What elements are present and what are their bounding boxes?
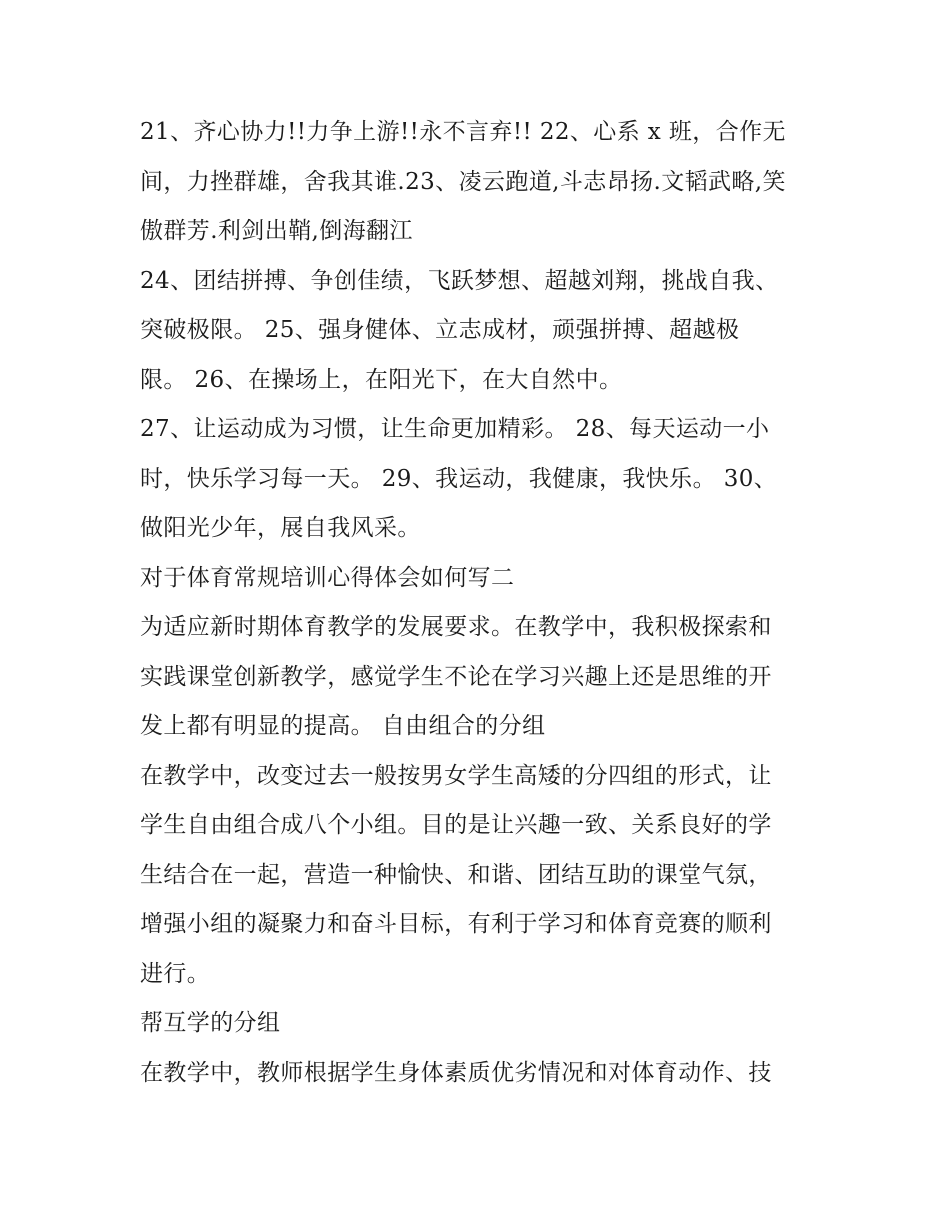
text-line: 实践课堂创新教学，感觉学生不论在学习兴趣上还是思维的开 (140, 663, 772, 690)
text-line: 进行。 (140, 960, 211, 987)
text-line: 增强小组的凝聚力和奋斗目标，有利于学习和体育竞赛的顺利 (140, 911, 772, 937)
text-line: 在教学中，教师根据学生身体素质优劣情况和对体育动作、技 (140, 1059, 772, 1086)
text-line: 间，力挫群雄，舍我其谁.23、凌云跑道,斗志昂扬.文韬武略,笑 (140, 168, 786, 195)
slogans-21-23 (140, 108, 820, 257)
free-grouping-paragraph (140, 752, 820, 1000)
text-line: 发上都有明显的提高。 自由组合的分组 (140, 713, 546, 739)
text-line: 傲群芳.利剑出鞘,倒海翻江 (140, 218, 413, 244)
document-page (140, 108, 820, 1098)
text-line: 限。 26、在操场上，在阳光下，在大自然中。 (140, 366, 623, 393)
section-heading (140, 554, 820, 604)
text-line: 24、团结拼搏、争创佳绩，飞跃梦想、超越刘翔，挑战自我、 (140, 267, 779, 294)
text-line: 对于体育常规培训心得体会如何写二 (140, 564, 515, 591)
slogans-27-30 (140, 405, 820, 554)
text-line: 为适应新时期体育教学的发展要求。在教学中，我积极探索和 (140, 614, 772, 640)
intro-paragraph (140, 603, 820, 752)
mutual-help-paragraph (140, 1049, 820, 1099)
text-line: 21、齐心协力!!力争上游!!永不言弃!! 22、心系 x 班，合作无 (140, 119, 786, 145)
text-line: 时，快乐学习每一天。 29、我运动，我健康，我快乐。 30、 (140, 465, 778, 492)
text-line: 27、让运动成为习惯，让生命更加精彩。 28、每天运动一小 (140, 416, 770, 442)
text-line: 帮互学的分组 (140, 1010, 281, 1036)
text-line: 学生自由组合成八个小组。目的是让兴趣一致、关系良好的学 (140, 812, 772, 838)
slogans-24-26 (140, 257, 820, 406)
text-line: 生结合在一起，营造一种愉快、和谐、团结互助的课堂气氛， (140, 861, 772, 888)
text-line: 做阳光少年，展自我风采。 (140, 515, 421, 541)
text-line: 突破极限。 25、强身健体、立志成材，顽强拼搏、超越极 (140, 317, 740, 343)
text-line: 在教学中，改变过去一般按男女学生高矮的分四组的形式，让 (140, 762, 772, 789)
subheading-mutual-help (140, 999, 820, 1049)
